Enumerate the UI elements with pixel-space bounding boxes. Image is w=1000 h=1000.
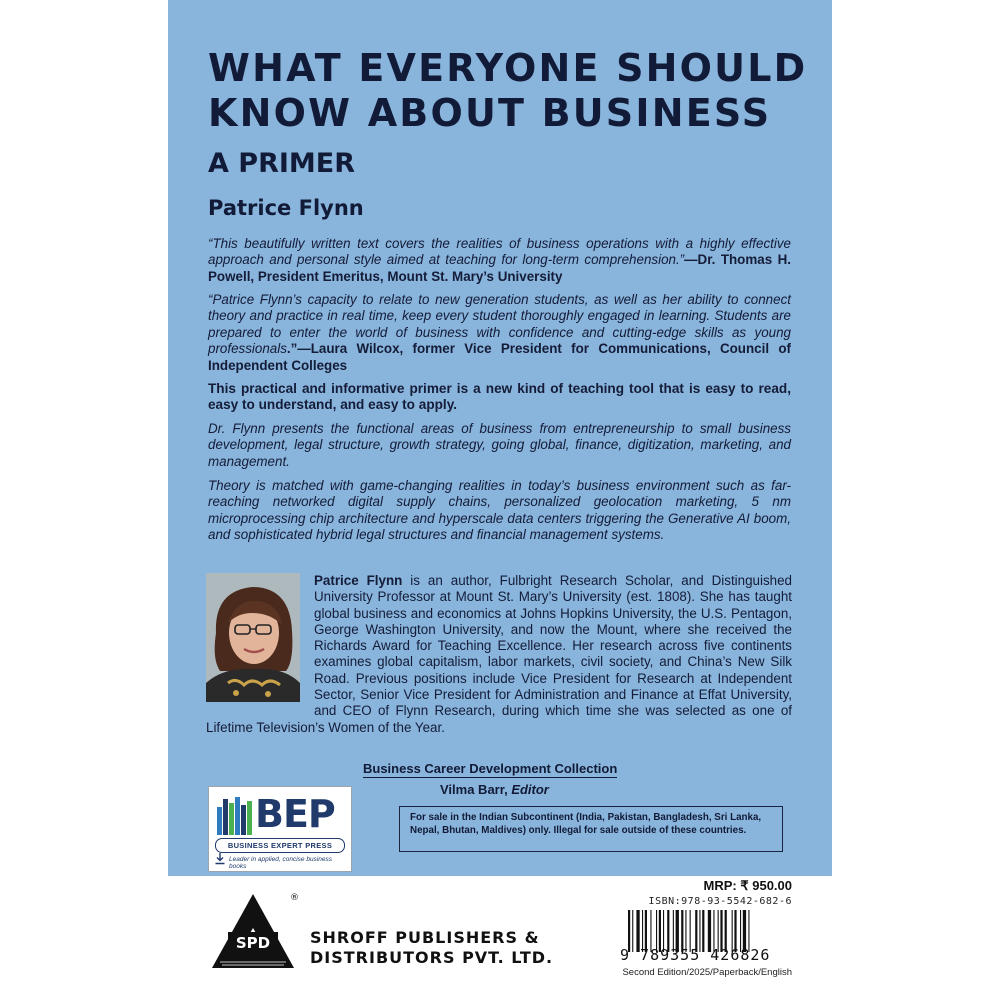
download-icon: [215, 853, 225, 865]
blurb-powell: [208, 236, 791, 285]
bookshelf-icon: [217, 795, 255, 835]
book-author: Patrice Flynn: [208, 196, 364, 220]
blurb-powell-text: “This beautifully written text covers the realities of business operations with a highly effective approach and personal style aimed at teaching for long-term comprehension.”: [208, 236, 791, 268]
book-subtitle: A PRIMER: [208, 148, 356, 179]
title-line-1: WHAT EVERYONE SHOULD: [208, 46, 808, 90]
description-paragraph-1: Dr. Flynn presents the functional areas of business from entrepreneurship to small business development, legal structure, growth strategy, going global, finance, digitization, marketing, and management.: [208, 421, 791, 469]
isbn-label: ISBN:978-93-5542-682-6: [648, 896, 792, 907]
publisher-name: [310, 928, 553, 968]
publisher-name-line-1: SHROFF PUBLISHERS &: [310, 928, 540, 947]
author-bio: [206, 573, 792, 736]
publisher-name-line-2: DISTRIBUTORS PVT. LTD.: [310, 948, 554, 967]
back-cover-panel: [168, 0, 832, 876]
book-title: [208, 46, 808, 136]
spd-logo-icon: [208, 888, 298, 970]
editor-role: Editor: [511, 782, 549, 797]
series-editor: [440, 782, 549, 797]
barcode-number: 9 789355 426826: [620, 946, 771, 964]
bep-tagline: Leader in applied, concise business books: [229, 856, 332, 870]
lead-statement: This practical and informative primer is a new kind of teaching tool that is easy to read, easy to understand, and easy to apply.: [208, 381, 791, 413]
series-name: Business Career Development Collection: [363, 761, 618, 776]
title-line-2: KNOW ABOUT BUSINESS: [208, 91, 772, 135]
sale-territory-notice: For sale in the Indian Subcontinent (India, Pakistan, Bangladesh, Sri Lanka, Nepal, Bhutan, Maldives) only. Illegal for sale outside of these countries.: [399, 806, 783, 852]
blurb-wilcox: [208, 292, 791, 374]
publisher-strip: [168, 876, 832, 1000]
bep-mark: BEP: [255, 792, 335, 836]
bep-logo: [208, 786, 352, 872]
editor-name: Vilma Barr,: [440, 782, 512, 797]
description-paragraph-2: Theory is matched with game-changing realities in today’s business environment such as far-reaching networked digital supply chains, personalized geolocation marketing, 5 nm microprocessing chip architecture and hyperscale data centers triggering the Generative AI boom, and sophisticated hybrid legal structures and financial management systems.: [208, 478, 791, 543]
blurb-wilcox-text: “Patrice Flynn’s capacity to relate to new generation students, as well as her ability to connect theory and practice in real time, keep every student thoroughly engaged in learning. Students are prepared to enter the world of business with confidence and cutting-edge skills as young professionals: [208, 292, 791, 357]
price-label: MRP: ₹ 950.00: [703, 878, 792, 893]
spd-logo-text: SPD: [235, 934, 271, 952]
blurb-powell-attribution: —Dr. Thomas H. Powell, President Emeritus, Mount St. Mary’s University: [208, 252, 791, 284]
bio-author-name: Patrice Flynn: [314, 573, 403, 588]
bep-press-name: BUSINESS EXPERT PRESS: [215, 838, 345, 853]
edition-info: Second Edition/2025/Paperback/English: [622, 967, 792, 978]
bio-text: is an author, Fulbright Research Scholar, and Distinguished University Professor at Mount St. Mary’s University (est. 1808). She has taught global business and economics at Johns Hopkins University, the U.S. Pentagon, George Washington University, and now the Mount, where she received the Richards Award for Teaching Excellence. Her research across five continents examines global capitalism, labor markets, civil society, and China’s New Silk Road. Previous positions include Vice President for Research at Independent Sector, Senior Vice President for Administration and Finance at Effat University, and CEO of Flynn Research, during which time she was selected as one of Lifetime Television’s Women of the Year.: [206, 573, 792, 735]
registered-mark: ®: [290, 893, 299, 903]
blurb-wilcox-attribution: .”—Laura Wilcox, former Vice President for Communications, Council of Independent Colleges: [208, 341, 791, 373]
